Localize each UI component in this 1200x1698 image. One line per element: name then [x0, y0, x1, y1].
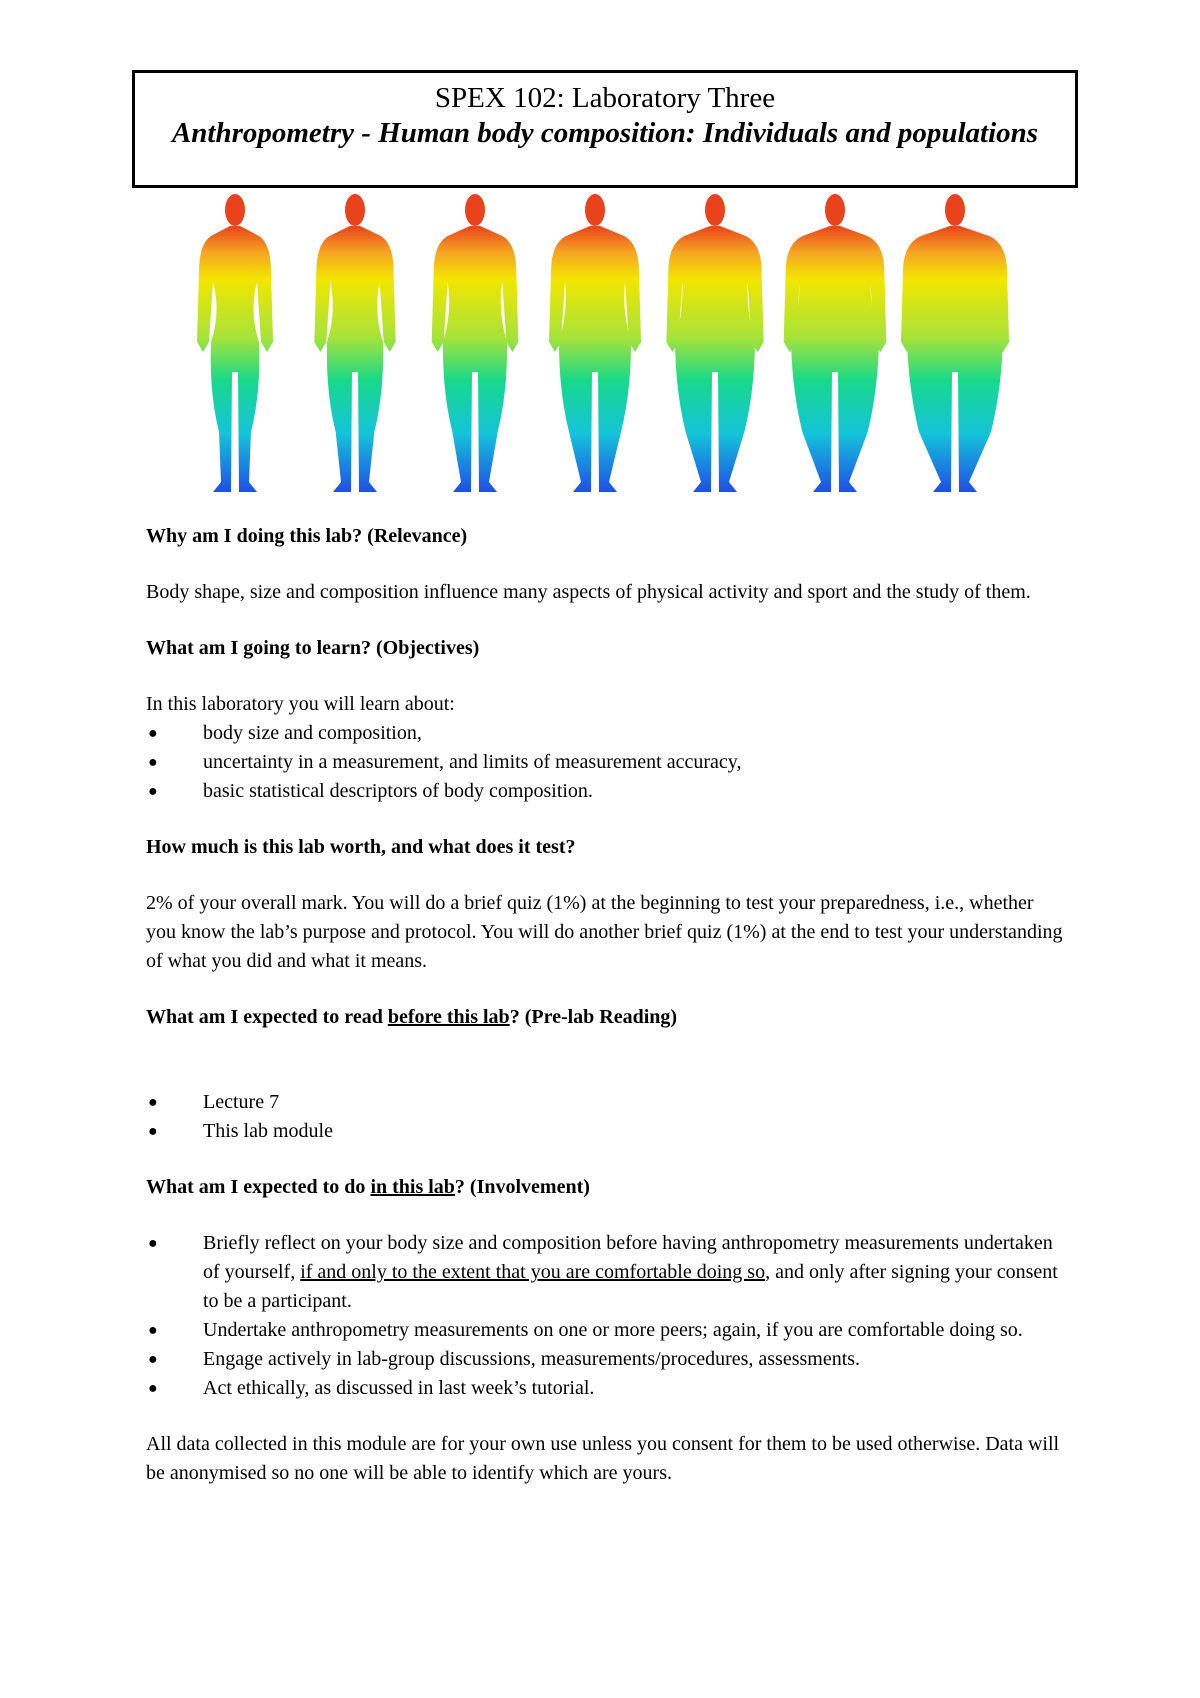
- body-figure-head-6: [825, 194, 845, 226]
- list-item: ● Lecture 7: [146, 1088, 1066, 1117]
- reading-list: [146, 1088, 1066, 1146]
- bullet-icon: ●: [148, 783, 158, 800]
- page-title: SPEX 102: Laboratory Three: [434, 82, 776, 114]
- body-figure-head-4: [585, 194, 605, 226]
- bullet-icon: ●: [148, 1123, 158, 1140]
- content: [146, 522, 1066, 1488]
- title-box: [132, 70, 1078, 188]
- list-item: ● basic statistical descriptors of body composition.: [146, 777, 1066, 806]
- worth-text: 2% of your overall mark. You will do a brief quiz (1%) at the beginning to test your preparedness, i.e., whether you know the lab’s purpose and protocol. You will do another brief quiz (1%) at the end to test your understanding of what you did and what it means.: [146, 892, 1063, 972]
- worth-heading: How much is this lab worth, and what does it test?: [146, 836, 576, 858]
- body-figure-head-2: [345, 194, 365, 226]
- list-item: ● Briefly reflect on your body size and composition before having anthropometry measurements undertaken of yourself, if and only to the extent that you are comfortable doing so, and only after signing your consent to be a participant.: [146, 1229, 1066, 1316]
- page-subtitle: Anthropometry - Human body composition: Individuals and populations: [171, 117, 1039, 149]
- body-figure-4: [549, 226, 641, 492]
- list-item: ● Act ethically, as discussed in last week’s tutorial.: [146, 1374, 1066, 1403]
- objectives-list: [146, 719, 1066, 806]
- objectives-heading: What am I going to learn? (Objectives): [146, 637, 480, 659]
- involvement-heading: What am I expected to do in this lab? (Involvement): [146, 1176, 590, 1198]
- bullet-icon: ●: [148, 754, 158, 771]
- relevance-text: Body shape, size and composition influence many aspects of physical activity and sport and the study of them.: [146, 581, 1031, 603]
- body-figure-1: [197, 226, 273, 492]
- body-figure-head-5: [705, 194, 725, 226]
- body-shapes-figure: [180, 192, 1040, 502]
- list-item: ● body size and composition,: [146, 719, 1066, 748]
- body-figure-head-1: [225, 194, 245, 226]
- body-figure-2: [314, 226, 395, 492]
- list-item: ● uncertainty in a measurement, and limits of measurement accuracy,: [146, 748, 1066, 777]
- relevance-heading: Why am I doing this lab? (Relevance): [146, 525, 468, 547]
- list-item: ● Engage actively in lab-group discussions, measurements/procedures, assessments.: [146, 1345, 1066, 1374]
- list-item: ● This lab module: [146, 1117, 1066, 1146]
- bullet-icon: ●: [148, 1094, 158, 1111]
- involvement-list: [146, 1229, 1066, 1403]
- bullet-icon: ●: [148, 1380, 158, 1397]
- reading-heading: What am I expected to read before this lab? (Pre-lab Reading): [146, 1006, 678, 1028]
- bullet-icon: ●: [148, 1322, 158, 1339]
- bullet-icon: ●: [148, 1351, 158, 1368]
- body-figure-7: [901, 226, 1009, 492]
- involvement-heading-emphasis: in this lab: [370, 1176, 455, 1198]
- bullet-icon: ●: [148, 1235, 158, 1252]
- comfort-emphasis: if and only to the extent that you are comfortable doing so: [300, 1261, 766, 1283]
- objectives-intro: In this laboratory you will learn about:: [146, 693, 455, 715]
- body-figure-head-7: [945, 194, 965, 226]
- body-figure-6: [784, 226, 887, 492]
- list-item: ● Undertake anthropometry measurements on one or more peers; again, if you are comfortable doing so.: [146, 1316, 1066, 1345]
- body-figure-3: [432, 226, 519, 492]
- body-figure-head-3: [465, 194, 485, 226]
- closing-text: All data collected in this module are for your own use unless you consent for them to be used otherwise. Data will be anonymised so no one will be able to identify which are yours.: [146, 1433, 1060, 1484]
- reading-heading-emphasis: before this lab: [387, 1006, 510, 1028]
- body-figure-5: [666, 226, 763, 492]
- bullet-icon: ●: [148, 725, 158, 742]
